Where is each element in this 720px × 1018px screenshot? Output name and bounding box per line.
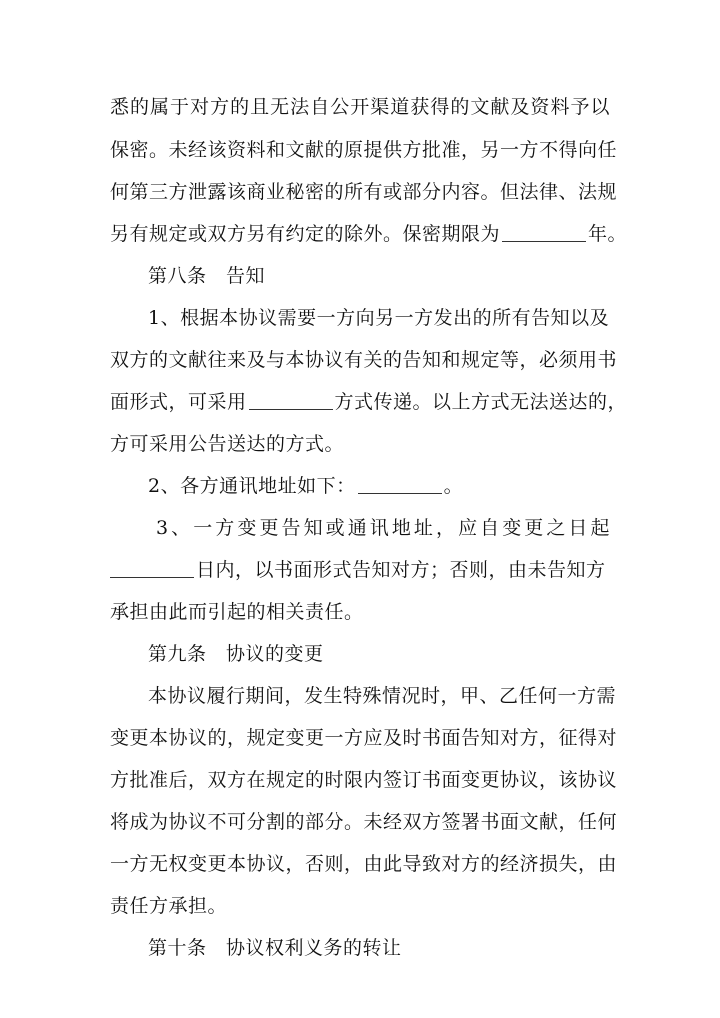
section-heading-9: 第九条 协议的变更 <box>148 643 324 665</box>
paragraph-line: 保密。未经该资料和文献的原提供方批准，另一方不得向任 <box>110 139 618 161</box>
paragraph-line: 方批准后，双方在规定的时限内签订书面变更协议，该协议 <box>110 769 618 791</box>
line-text: 面形式，可采用 <box>110 391 247 413</box>
line-text: 2、各方通讯地址如下： <box>148 475 356 497</box>
line-text: 年。 <box>588 223 628 245</box>
fill-in-blank[interactable] <box>502 223 586 242</box>
paragraph-line: 将成为协议不可分割的部分。未经双方签署书面文献，任何 <box>110 811 618 833</box>
paragraph-line: 悉的属于对方的且无法自公开渠道获得的文献及资料予以 <box>110 96 610 118</box>
paragraph-line <box>110 222 628 246</box>
section-heading-10: 第十条 协议权利义务的转让 <box>148 937 402 959</box>
paragraph-line: 3、一方变更告知或通讯地址，应自变更之日起 <box>156 517 610 539</box>
line-text: 方式传递。以上方式无法送达的， <box>334 391 628 413</box>
paragraph-line: 责任方承担。 <box>110 895 228 917</box>
fill-in-blank[interactable] <box>249 391 333 410</box>
fill-in-blank[interactable] <box>110 559 194 578</box>
paragraph-line: 一方无权变更本协议，否则，由此导致对方的经济损失，由 <box>110 853 618 875</box>
paragraph-line: 双方的文献往来及与本协议有关的告知和规定等，必须用书 <box>110 349 618 371</box>
paragraph-line <box>110 558 610 582</box>
line-text: 另有规定或双方另有约定的除外。保密期限为 <box>110 223 501 245</box>
paragraph-line: 何第三方泄露该商业秘密的所有或部分内容。但法律、法规 <box>110 181 618 203</box>
paragraph-line: 方可采用公告送达的方式。 <box>110 433 345 455</box>
line-text: 。 <box>443 475 464 497</box>
line-text: 日内，以书面形式告知对方；否则，由未告知方 <box>196 559 606 581</box>
paragraph-line: 承担由此而引起的相关责任。 <box>110 601 364 623</box>
section-heading-8: 第八条 告知 <box>148 265 266 287</box>
paragraph-line <box>148 474 610 498</box>
paragraph-line: 1、根据本协议需要一方向另一方发出的所有告知以及 <box>148 307 610 329</box>
paragraph-line: 变更本协议的，规定变更一方应及时书面告知对方，征得对 <box>110 727 618 749</box>
fill-in-blank[interactable] <box>358 475 442 494</box>
paragraph-line <box>110 390 628 414</box>
paragraph-line: 本协议履行期间，发生特殊情况时，甲、乙任何一方需 <box>148 685 617 707</box>
